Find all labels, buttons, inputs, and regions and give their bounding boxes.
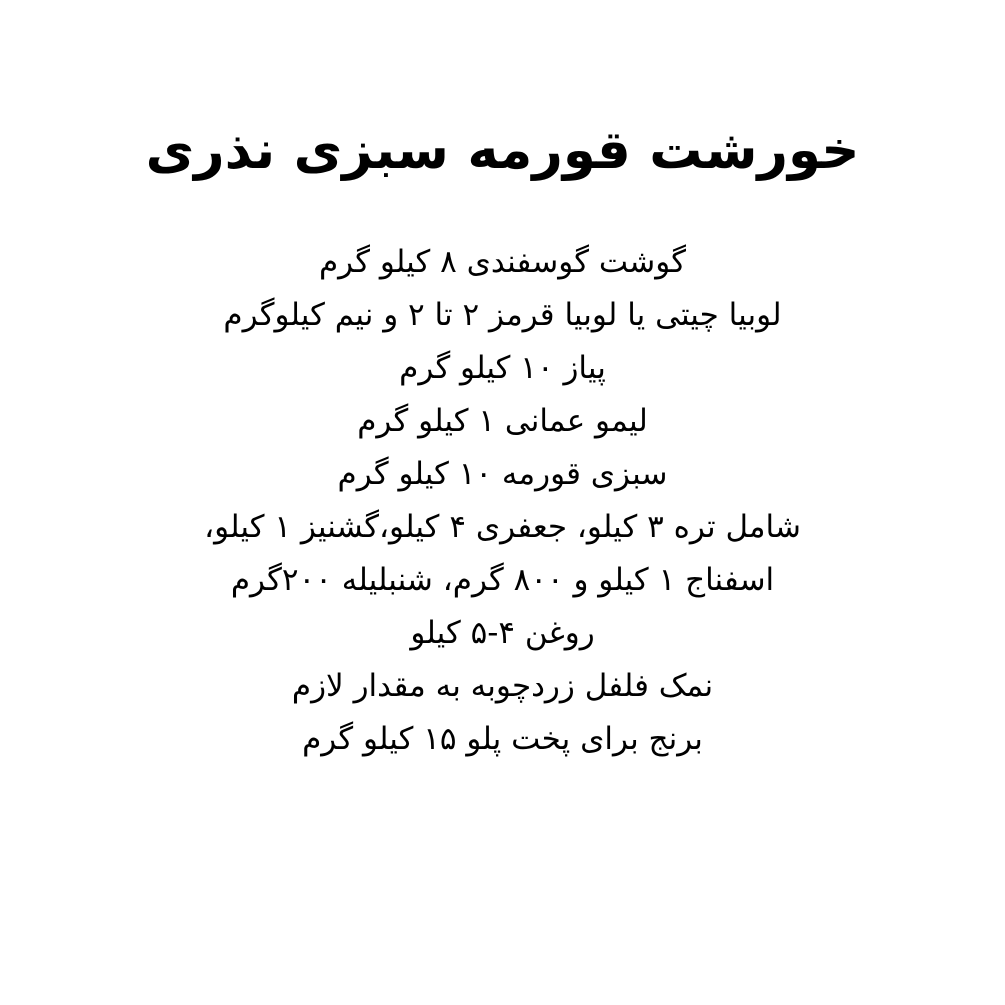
list-item: سبزی قورمه ۱۰ کیلو گرم: [337, 456, 668, 493]
list-item: لوبیا چیتی یا لوبیا قرمز ۲ تا ۲ و نیم کیلوگرم: [223, 297, 782, 334]
list-item: لیمو عمانی ۱ کیلو گرم: [357, 403, 648, 440]
list-item: روغن ۴-۵ کیلو: [410, 615, 595, 652]
list-item: شامل تره ۳ کیلو، جعفری ۴ کیلو،گشنیز ۱ کیلو،: [204, 509, 801, 546]
ingredient-list: [63, 236, 943, 766]
page-title: خورشت قورمه سبزی نذری: [145, 120, 860, 181]
list-item: پیاز ۱۰ کیلو گرم: [399, 350, 606, 387]
list-item: برنج برای پخت پلو ۱۵ کیلو گرم: [302, 721, 703, 758]
list-item: نمک فلفل زردچوبه به مقدار لازم: [291, 668, 714, 705]
list-item: گوشت گوسفندی ۸ کیلو گرم: [318, 244, 687, 281]
list-item: اسفناج ۱ کیلو و ۸۰۰ گرم، شنبلیله ۲۰۰گرم: [230, 562, 775, 599]
